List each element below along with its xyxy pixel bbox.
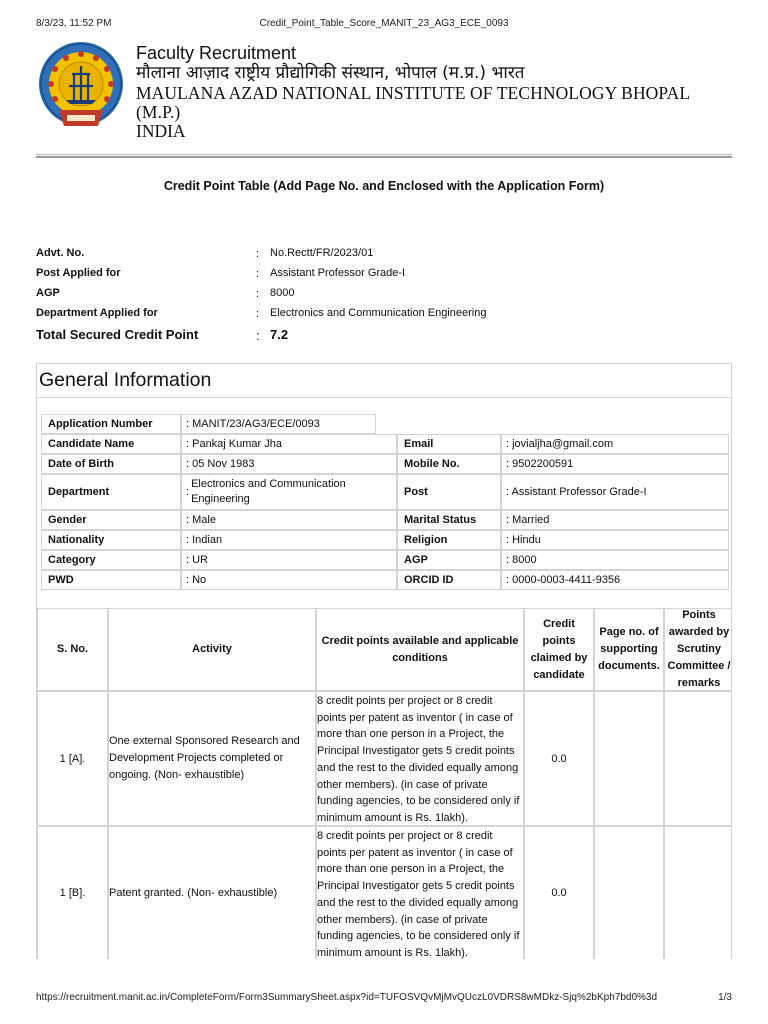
application-number-label: Application Number — [41, 414, 181, 434]
print-header — [36, 18, 732, 32]
advertisement-details — [36, 247, 732, 347]
religion-label: Religion — [397, 530, 501, 550]
total-credit-value: 7.2 — [270, 327, 289, 342]
advt-row-department — [36, 307, 732, 327]
institute-country: INDIA — [136, 121, 186, 141]
page-number: 1/3 — [718, 992, 732, 1003]
institute-name-hindi: मौलाना आज़ाद राष्ट्रीय प्रौद्योगिकी संस्थान, भोपाल (म.प्र.) भारत — [136, 63, 525, 83]
advt-row-post — [36, 267, 732, 287]
row-b-conditions: 8 credit points per project or 8 credit points per patent as inventor ( in case of more than one person in a Project, the Principal Investigator gets 5 credit points and the rest to the divided equally among other members). (in case of private funding agencies, to be considered only if minimum amount is Rs. 1lakh). — [316, 826, 524, 959]
dob-value: : 05 Nov 1983 — [181, 454, 397, 474]
agp-value: : 8000 — [501, 550, 729, 570]
mobile-value: : 9502200591 — [501, 454, 729, 474]
advt-value: Assistant Professor Grade-I — [270, 267, 406, 279]
row-a-sno: 1 [A]. — [37, 691, 108, 826]
agp-label: AGP — [397, 550, 501, 570]
nationality-value: : Indian — [181, 530, 397, 550]
row-b-page-no — [594, 826, 664, 959]
header-claimed: Credit points claimed by candidate — [524, 608, 594, 691]
advt-separator: : — [256, 268, 260, 280]
institute-header — [36, 40, 732, 140]
advt-separator: : — [256, 248, 260, 260]
post-value: : Assistant Professor Grade-I — [501, 474, 729, 510]
row-b-sno: 1 [B]. — [37, 826, 108, 959]
candidate-name-value: : Pankaj Kumar Jha — [181, 434, 397, 454]
email-value: : jovialjha@gmail.com — [501, 434, 729, 454]
advt-value: No.Rectt/FR/2023/01 — [270, 247, 374, 259]
marital-status-value: : Married — [501, 510, 729, 530]
header-conditions: Credit points available and applicable conditions — [316, 608, 524, 691]
advt-separator: : — [256, 288, 260, 300]
row-a-page-no — [594, 691, 664, 826]
document-title: Credit Point Table (Add Page No. and Enclosed with the Application Form) — [163, 179, 605, 193]
advt-row-advt-no — [36, 247, 732, 267]
dob-label: Date of Birth — [41, 454, 181, 474]
institute-name-block — [136, 44, 732, 141]
mobile-label: Mobile No. — [397, 454, 501, 474]
general-info-grid — [41, 414, 727, 589]
department-value: Electronics and Communication Engineering — [191, 478, 346, 505]
general-information-panel — [36, 363, 732, 959]
advt-label: Advt. No. — [36, 247, 85, 259]
advt-row-total-credit — [36, 327, 732, 347]
nationality-label: Nationality — [41, 530, 181, 550]
orcid-value: : 0000-0003-4411-9356 — [501, 570, 729, 590]
row-a-activity: One external Sponsored Research and Development Projects completed or ongoing. (Non- exhaustible) — [108, 691, 316, 826]
email-label: Email — [397, 434, 501, 454]
category-label: Category — [41, 550, 181, 570]
department-value-cell — [181, 474, 397, 510]
header-awarded: Points awarded by Scrutiny Committee / remarks — [664, 608, 732, 691]
orcid-label: ORCID ID — [397, 570, 501, 590]
post-label: Post — [397, 474, 501, 510]
header-sno: S. No. — [37, 608, 108, 691]
total-credit-label: Total Secured Credit Point — [36, 327, 199, 342]
department-separator: : — [186, 485, 190, 498]
marital-status-label: Marital Status — [397, 510, 501, 530]
row-a-conditions: 8 credit points per project or 8 credit points per patent as inventor ( in case of more than one person in a Project, the Principal Investigator gets 5 credit points and the rest to the divided equally among other members). (in case of private funding agencies, to be considered only if minimum amount is Rs. 1lakh). — [316, 691, 524, 826]
application-number-value: : MANIT/23/AG3/ECE/0093 — [181, 414, 376, 434]
advt-separator: : — [256, 328, 260, 343]
header-page-no: Page no. of supporting documents. — [594, 608, 664, 691]
header-activity: Activity — [108, 608, 316, 691]
pwd-value: : No — [181, 570, 397, 590]
advt-label: Post Applied for — [36, 267, 121, 279]
section-title: General Information — [37, 365, 731, 398]
advt-separator: : — [256, 308, 260, 320]
advt-value: Electronics and Communication Engineering — [270, 307, 487, 319]
portal-title: Faculty Recruitment — [136, 43, 297, 63]
advt-row-agp — [36, 287, 732, 307]
row-a-claimed: 0.0 — [524, 691, 594, 826]
print-date: 8/3/23, 11:52 PM — [36, 18, 112, 29]
print-footer — [36, 992, 732, 1006]
print-url: https://recruitment.manit.ac.in/CompleteForm/Form3SummarySheet.aspx?id=TUFOSVQvMjMvQUczL0VDRS8wMDkz-Sjq%2bKph7bd0%3d — [36, 992, 658, 1003]
institute-emblem-icon — [36, 40, 126, 136]
header-divider — [36, 154, 732, 158]
department-label: Department — [41, 474, 181, 510]
row-b-claimed: 0.0 — [524, 826, 594, 959]
advt-label: AGP — [36, 287, 60, 299]
advt-value: 8000 — [270, 287, 295, 299]
pwd-label: PWD — [41, 570, 181, 590]
row-b-activity: Patent granted. (Non- exhaustible) — [108, 826, 316, 959]
religion-value: : Hindu — [501, 530, 729, 550]
category-value: : UR — [181, 550, 397, 570]
print-title: Credit_Point_Table_Score_MANIT_23_AG3_ECE_0093 — [259, 18, 509, 29]
row-b-awarded — [664, 826, 732, 959]
row-a-awarded — [664, 691, 732, 826]
gender-value: : Male — [181, 510, 397, 530]
gender-label: Gender — [41, 510, 181, 530]
candidate-name-label: Candidate Name — [41, 434, 181, 454]
institute-name-english: MAULANA AZAD NATIONAL INSTITUTE OF TECHNOLOGY BHOPAL (M.P.) — [136, 83, 690, 122]
advt-label: Department Applied for — [36, 307, 158, 319]
